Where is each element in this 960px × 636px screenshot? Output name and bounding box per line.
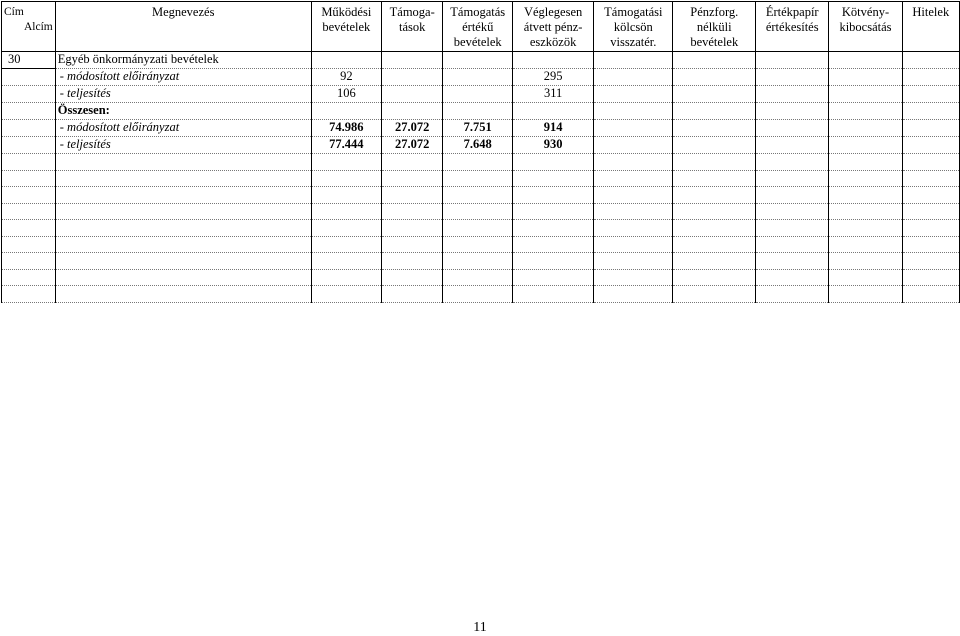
row-tamogatasok [381, 52, 442, 69]
page-number: 11 [473, 620, 487, 635]
empty-cell [443, 187, 513, 204]
empty-cell [513, 154, 594, 171]
header-cim [2, 2, 56, 52]
empty-cell [756, 52, 829, 69]
empty-cell [829, 253, 902, 270]
empty-cell [756, 187, 829, 204]
empty-cell [55, 204, 311, 220]
row-mukodesi: 77.444 [311, 137, 381, 154]
empty-cell [673, 171, 756, 187]
header-tamogatasok: Támoga-tások [381, 2, 442, 52]
empty-cell [2, 237, 56, 253]
empty-cell [902, 154, 959, 171]
empty-cell [2, 171, 56, 187]
header-alcim-label: Alcím [24, 21, 53, 33]
empty-cell [443, 204, 513, 220]
empty-cell [594, 270, 673, 286]
row-code [2, 103, 56, 120]
empty-cell [673, 286, 756, 303]
empty-cell [594, 187, 673, 204]
row-mukodesi [311, 52, 381, 69]
empty-cell [673, 154, 756, 171]
empty-cell [55, 154, 311, 171]
header-mukodesi: Működési bevételek [311, 2, 381, 52]
row-code: 30 [2, 52, 56, 69]
row-label: Egyéb önkormányzati bevételek [55, 52, 311, 69]
empty-cell [311, 220, 381, 237]
empty-cell [829, 286, 902, 303]
empty-cell [756, 120, 829, 137]
row-tamogatas-erteku: 7.751 [443, 120, 513, 137]
empty-cell [673, 137, 756, 154]
empty-cell [513, 204, 594, 220]
empty-cell [756, 171, 829, 187]
empty-cell [902, 120, 959, 137]
row-tamogatas-erteku [443, 69, 513, 86]
empty-cell [443, 154, 513, 171]
empty-cell [756, 86, 829, 103]
empty-cell [55, 220, 311, 237]
row-label: - teljesítés [55, 86, 311, 103]
header-megnevezes: Megnevezés [55, 2, 311, 52]
header-tamogatasi-kolcson: Támogatási kölcsön visszatér. [594, 2, 673, 52]
row-code [2, 120, 56, 137]
table-row [2, 86, 960, 103]
empty-cell [594, 204, 673, 220]
empty-cell [311, 204, 381, 220]
empty-cell [513, 270, 594, 286]
row-tamogatasok: 27.072 [381, 120, 442, 137]
blank-row [2, 154, 960, 171]
empty-cell [829, 154, 902, 171]
row-code [2, 86, 56, 103]
empty-cell [829, 220, 902, 237]
row-vegleges: 914 [513, 120, 594, 137]
empty-cell [829, 52, 902, 69]
empty-cell [829, 171, 902, 187]
row-mukodesi: 106 [311, 86, 381, 103]
empty-cell [673, 103, 756, 120]
row-tamogatasok: 27.072 [381, 137, 442, 154]
empty-cell [673, 86, 756, 103]
blank-row [2, 286, 960, 303]
empty-cell [443, 171, 513, 187]
empty-cell [381, 171, 442, 187]
empty-cell [673, 52, 756, 69]
revenue-table [1, 1, 960, 303]
empty-cell [902, 86, 959, 103]
empty-cell [902, 286, 959, 303]
row-code [2, 137, 56, 154]
empty-cell [594, 137, 673, 154]
empty-cell [673, 204, 756, 220]
empty-cell [756, 220, 829, 237]
empty-cell [902, 237, 959, 253]
row-label: Összesen: [55, 103, 311, 120]
blank-row [2, 237, 960, 253]
row-tamogatasok [381, 103, 442, 120]
empty-cell [55, 286, 311, 303]
empty-cell [673, 220, 756, 237]
empty-cell [902, 137, 959, 154]
empty-cell [513, 171, 594, 187]
blank-row [2, 270, 960, 286]
empty-cell [756, 286, 829, 303]
empty-cell [673, 237, 756, 253]
header-vegleges: Véglegesen átvett pénz-eszközök [513, 2, 594, 52]
empty-cell [443, 237, 513, 253]
row-mukodesi: 92 [311, 69, 381, 86]
empty-cell [902, 69, 959, 86]
empty-cell [594, 154, 673, 171]
empty-cell [513, 187, 594, 204]
empty-cell [381, 204, 442, 220]
empty-cell [311, 237, 381, 253]
empty-cell [829, 187, 902, 204]
empty-cell [594, 52, 673, 69]
empty-cell [311, 270, 381, 286]
empty-cell [513, 253, 594, 270]
empty-cell [594, 69, 673, 86]
empty-cell [311, 171, 381, 187]
empty-cell [443, 220, 513, 237]
empty-cell [756, 154, 829, 171]
empty-cell [2, 187, 56, 204]
empty-cell [902, 103, 959, 120]
row-vegleges: 930 [513, 137, 594, 154]
empty-cell [756, 137, 829, 154]
blank-row [2, 171, 960, 187]
empty-cell [829, 86, 902, 103]
empty-cell [673, 120, 756, 137]
empty-cell [513, 220, 594, 237]
empty-cell [513, 237, 594, 253]
table-body [2, 52, 960, 303]
row-tamogatas-erteku [443, 86, 513, 103]
row-label: - módosított előirányzat [55, 120, 311, 137]
empty-cell [381, 220, 442, 237]
empty-cell [594, 120, 673, 137]
empty-cell [311, 187, 381, 204]
row-tamogatas-erteku [443, 52, 513, 69]
empty-cell [673, 69, 756, 86]
empty-cell [902, 220, 959, 237]
empty-cell [594, 103, 673, 120]
empty-cell [55, 270, 311, 286]
header-row [2, 2, 960, 52]
empty-cell [2, 204, 56, 220]
row-tamogatasok [381, 69, 442, 86]
empty-cell [756, 270, 829, 286]
empty-cell [829, 204, 902, 220]
blank-row [2, 220, 960, 237]
row-label: - teljesítés [55, 137, 311, 154]
table-row [2, 137, 960, 154]
empty-cell [55, 253, 311, 270]
empty-cell [756, 103, 829, 120]
row-vegleges [513, 103, 594, 120]
empty-cell [594, 220, 673, 237]
row-vegleges [513, 52, 594, 69]
row-tamogatasok [381, 86, 442, 103]
empty-cell [381, 187, 442, 204]
blank-row [2, 187, 960, 204]
empty-cell [902, 253, 959, 270]
empty-cell [513, 286, 594, 303]
row-vegleges: 311 [513, 86, 594, 103]
empty-cell [2, 220, 56, 237]
empty-cell [756, 204, 829, 220]
empty-cell [902, 171, 959, 187]
empty-cell [443, 286, 513, 303]
empty-cell [55, 171, 311, 187]
table-row [2, 52, 960, 69]
row-tamogatas-erteku [443, 103, 513, 120]
header-ertekpapir: Értékpapír értékesítés [756, 2, 829, 52]
blank-row [2, 204, 960, 220]
empty-cell [829, 237, 902, 253]
empty-cell [311, 253, 381, 270]
empty-cell [594, 86, 673, 103]
empty-cell [443, 253, 513, 270]
empty-cell [829, 270, 902, 286]
empty-cell [594, 237, 673, 253]
empty-cell [902, 270, 959, 286]
empty-cell [381, 154, 442, 171]
empty-cell [55, 187, 311, 204]
empty-cell [443, 270, 513, 286]
empty-cell [381, 270, 442, 286]
header-kotveny: Kötvény-kibocsátás [829, 2, 902, 52]
header-penzforg: Pénzforg. nélküli bevételek [673, 2, 756, 52]
empty-cell [594, 171, 673, 187]
empty-cell [829, 103, 902, 120]
header-cim-label: Cím [4, 6, 24, 18]
row-mukodesi [311, 103, 381, 120]
empty-cell [2, 270, 56, 286]
table-row [2, 120, 960, 137]
empty-cell [673, 253, 756, 270]
empty-cell [902, 52, 959, 69]
empty-cell [2, 154, 56, 171]
blank-row [2, 253, 960, 270]
row-mukodesi: 74.986 [311, 120, 381, 137]
empty-cell [381, 286, 442, 303]
empty-cell [829, 137, 902, 154]
empty-cell [594, 253, 673, 270]
row-code [2, 69, 56, 86]
row-vegleges: 295 [513, 69, 594, 86]
empty-cell [311, 154, 381, 171]
row-tamogatas-erteku: 7.648 [443, 137, 513, 154]
table-row [2, 103, 960, 120]
empty-cell [756, 253, 829, 270]
table-row [2, 69, 960, 86]
empty-cell [673, 187, 756, 204]
empty-cell [902, 204, 959, 220]
empty-cell [55, 237, 311, 253]
header-tamogatas-erteku: Támogatás értékű bevételek [443, 2, 513, 52]
empty-cell [756, 69, 829, 86]
empty-cell [902, 187, 959, 204]
empty-cell [2, 253, 56, 270]
empty-cell [673, 270, 756, 286]
empty-cell [311, 286, 381, 303]
empty-cell [594, 286, 673, 303]
row-label: - módosított előirányzat [55, 69, 311, 86]
empty-cell [829, 120, 902, 137]
header-hitelek: Hitelek [902, 2, 959, 52]
empty-cell [381, 237, 442, 253]
empty-cell [381, 253, 442, 270]
empty-cell [829, 69, 902, 86]
empty-cell [756, 237, 829, 253]
empty-cell [2, 286, 56, 303]
